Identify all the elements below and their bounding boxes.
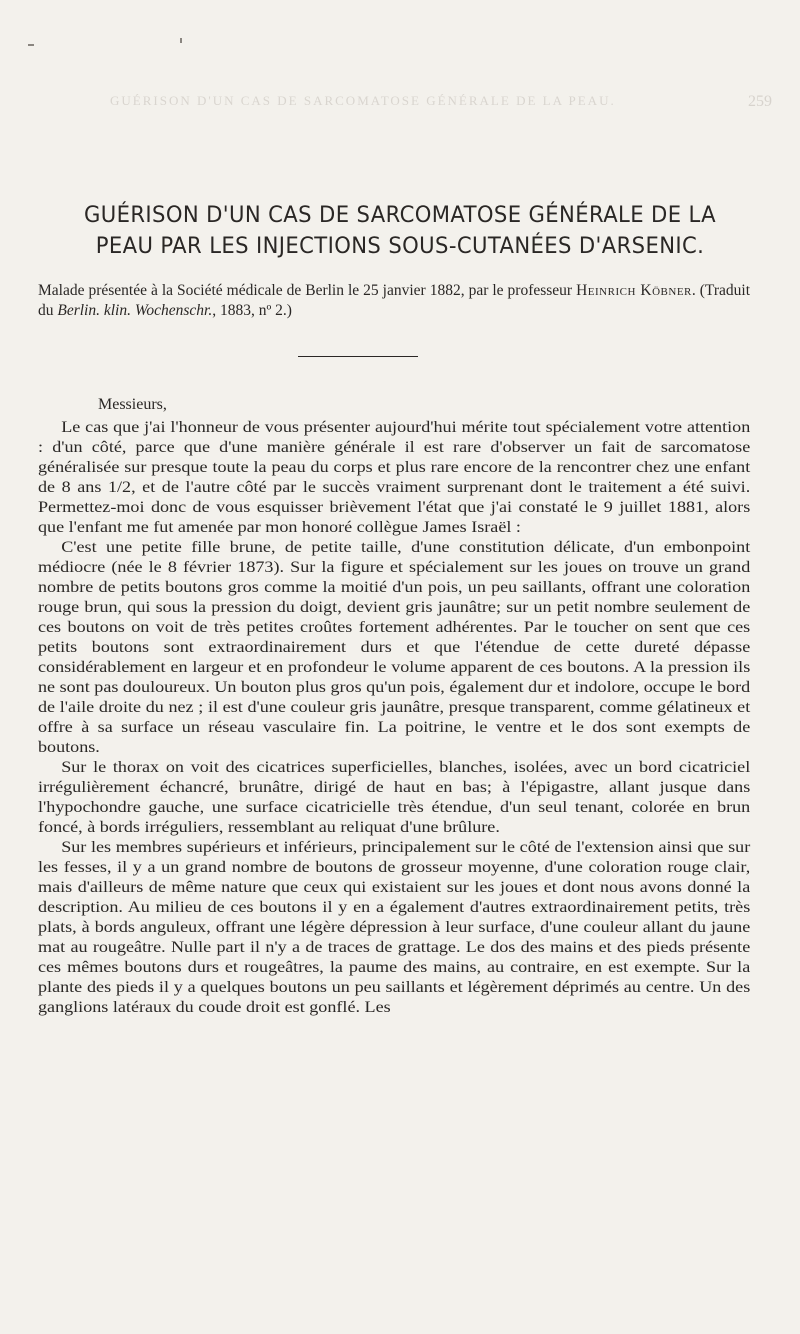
corner-mark: [28, 44, 34, 46]
article-intro: [38, 281, 750, 321]
intro-text: Malade présentée à la Société médicale de Berlin le 25 janvier 1882, par le professeur: [38, 282, 577, 299]
author-name: Heinrich Köbner: [576, 282, 692, 299]
intro-text: . (Traduit du: [38, 282, 751, 319]
show-through-running-head: GUÉRISON D'UN CAS DE SARCOMATOSE GÉNÉRALE DE LA PEAU.: [110, 93, 616, 108]
print-speck: [180, 38, 182, 43]
body-paragraph: Sur les membres supérieurs et inférieurs, principalement sur le côté de l'extension ainsi que sur les fesses, il y a un grand nombre de boutons de grosseur moyenne, d'une coloration rouge clair, mais d'ailleurs de même nature que ceux qui existaient sur les joues et dont nous avons donné la description. Au milieu de ces boutons il y en a également d'autres extraordinairement petits, très plats, à bords anguleux, offrant une légère dépression à leur surface, d'une couleur allant du jaune mat au rougeâtre. Nulle part il n'y a de traces de grattage. Le dos des mains et des pieds présente ces mêmes boutons durs et rougeâtres, la paume des mains, au contraire, en est exempte. Sur la plante des pieds il y a quelques boutons un peu saillants et légèrement déprimés au centre. Un des ganglions latéraux du coude droit est gonflé. Les: [38, 839, 751, 1016]
journal-name: Berlin. klin. Wochenschr.: [57, 302, 213, 319]
body-paragraph: C'est une petite fille brune, de petite taille, d'une constitution délicate, d'un embonpoint médiocre (née le 8 février 1873). Sur la figure et spécialement sur les joues on trouve un grand nombre de petits boutons gros comme la moitié d'un pois, un peu saillants, offrant une coloration rouge brun, qui sous la pression du doigt, devient gris jaunâtre; sur un petit nombre seulement de ces boutons on voit de très petites croûtes fortement adhérentes. Par le toucher on sent que ces petits boutons sont extraordinairement durs et que l'étendue de cette dureté dépasse considérablement en largeur et en profondeur le volume apparent de ces boutons. A la pression ils ne sont pas douloureux. Un bouton plus gros qu'un pois, également dur et indolore, occupe le bord de l'aile droite du nez ; il est d'une couleur gris jaunâtre, presque transparent, comme gélatineux et offre à sa surface un réseau vasculaire fin. La poitrine, le ventre et le dos sont exempts de boutons.: [38, 539, 751, 756]
title-line-2: PEAU PAR LES INJECTIONS SOUS-CUTANÉES D'ARSENIC.: [95, 233, 705, 259]
separator-rule: [298, 356, 418, 357]
article-title: [52, 200, 748, 262]
salutation: Messieurs,: [98, 396, 167, 413]
title-line-1: GUÉRISON D'UN CAS DE SARCOMATOSE GÉNÉRALE DE LA: [83, 202, 717, 228]
body-paragraph: Sur le thorax on voit des cicatrices superficielles, blanches, isolées, avec un bord cicatriciel irrégulièrement échancré, brunâtre, dirigé de haut en bas; à l'épigastre, allant jusque dans l'hypochondre gauche, une surface cicatricielle très étendue, d'un seul tenant, colorée en brun foncé, à bords irréguliers, ressemblant au reliquat d'une brûlure.: [38, 759, 751, 836]
intro-text: , 1883, nº 2.): [212, 302, 292, 319]
body-paragraph: Le cas que j'ai l'honneur de vous présenter aujourd'hui mérite tout spécialement votre attention : d'un côté, parce que d'une manière générale il est rare d'observer un fait de sarcomatose généralisée sur presque toute la peau du corps et plus rare encore de la rencontrer chez une enfant de 8 ans 1/2, et de l'autre côté par le succès vraiment surprenant dont le traitement a été suivi. Permettez-moi donc de vous esquisser brièvement l'état que j'ai constaté le 9 juillet 1881, alors que l'enfant me fut amenée par mon honoré collègue James Israël :: [38, 419, 751, 536]
show-through-page-number: 259: [748, 93, 772, 110]
article-body: [38, 418, 750, 1018]
